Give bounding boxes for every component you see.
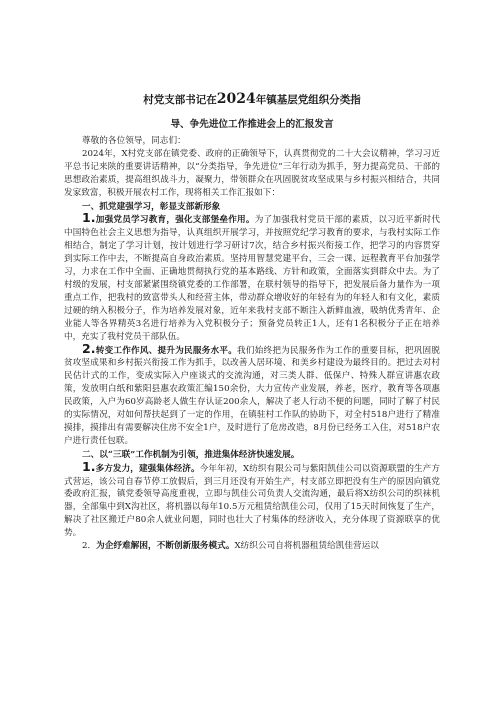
item4-number: 2． (82, 541, 97, 552)
item1-lead: 加强党员学习教育，强化支部堡垒作用。 (95, 215, 255, 226)
item3-paragraph (64, 458, 440, 540)
item2-paragraph (64, 340, 440, 448)
item3-number: 1. (82, 458, 96, 474)
document-title-line2: 导、争先进位工作推进会上的汇报发言 (170, 119, 334, 130)
top-margin (64, 0, 440, 92)
item2-lead: 转变工作作风、提升为民服务水平。 (95, 345, 238, 356)
item2-body: 我们始终把为民服务作为工作的重要目标，把巩固脱贫攻坚成果和乡村振兴衔接工作为抓手，以改善人居环境、和美乡村建设为最终目的。把过去对村民估计式的工作，变成实际入户座谈式的交流沟通，对三类人群、低保户、特殊人群宣讲惠农政策，发放明白纸和紫阳县惠农政策汇编150余份，大力宣传产业发展，养老，医疗，教育等各项惠民政策，入户为60岁高龄老人做生存认证200余人，解决了老人行动不便的问题，同时了解了村民的实际情况，对如何帮扶起到了一定的作用，在镇驻村工作队的协助下，对全村518户进行了精准摸排，摸排出有需要解决住房不安全1户，及时进行了危房改造，8月份已经务工入住，对518户农户进行责任包联。 (64, 345, 440, 446)
title-year: 2024 (216, 91, 256, 107)
section1-heading: 一、抓党建强学习，彰显支部新形象 (82, 201, 221, 212)
item4-body: X纺织公司自将机器租赁给凯佳营运以 (234, 541, 379, 552)
intro-paragraph: 2024年，X村党支部在镇党委、政府的正确领导下，认真贯彻党的二十大会议精神，学习习近平总书记来陕的重要讲话精神，以“分类指导，争先进位”三年行动为抓手，努力提高党员、干部的思想政治素质，提高组织战斗力，凝聚力，带领群众在巩固脱贫攻坚成果与乡村振兴相结合，共同发家致富，积极开展农村工作，现将相关工作汇报如下： (64, 148, 440, 198)
item4-lead: 为企纾难解困，不断创新服务模式。 (96, 541, 235, 552)
section2-heading: 二、以“三联”工作机制为引领，推进集体经济快速发展。 (82, 449, 300, 460)
document-title-line1 (64, 92, 440, 107)
title-prefix: 村党支部书记在 (143, 94, 217, 106)
item4-paragraph (64, 540, 440, 553)
greeting: 尊敬的各位领导，同志们： (82, 136, 186, 146)
item2-number: 2. (82, 340, 96, 356)
item1-number: 1. (82, 210, 96, 226)
item1-body: 为了加强我村党员干部的素质，以习近平新时代中国特色社会主义思想为指导，认真组织开展学习，并按照党纪学习教育的要求，与我村实际工作相结合，制定了学习计划，按计划进行学习研讨7次，结合乡村振兴衔接工作，把学习的内容贯穿到实际工作中去，不断提高自身政治素质。坚持用智慧党建平台，三会一课、远程教育平台加强学习，力求在工作中全面、正确地贯彻执行党的基本路线、方针和政策，全面落实到群众中去。为了村级的发展，村支部紧紧围绕镇党委的工作部署，在联村领导的指导下，把发展后备力量作为一项重点工作，把我村的致富带头人和经营主体，带动群众增收好的年轻有为的年轻人和有文化，素质过硬的纳入积极分子，作为培养发展对象，近年来我村支部不断注入新鲜血液，吸纳优秀青年、企业能人等各界精英3名进行培养为入党积极分子；预备党员转正1人，还有1名积极分子正在培养中，充实了我村党员干部队伍。 (64, 215, 440, 342)
title-suffix: 年镇基层党组织分类指 (255, 94, 361, 106)
item3-lead: 多方发力，建强集体经济。 (95, 463, 200, 474)
item3-body: 今年年初，X纺织有限公司与紫阳凯佳公司以资源联盟的生产方式营运，该公司自春节停工放假后，到三月还没有开始生产，村支部立即把没有生产的原因向镇党委政府汇报，镇党委领导高度重视，立即与凯佳公司负责人交流沟通，最后将X纺织公司的织袜机器，全部集中到X沟社区，将机器以每年10.5万元租赁给凯佳公司，仅用了15天时间恢复了生产，解决了社区搬迁户80余人就业问题，同时也壮大了村集体的经济收入，充分体现了资源联享的优势。 (64, 463, 440, 539)
item1-paragraph (64, 210, 440, 343)
